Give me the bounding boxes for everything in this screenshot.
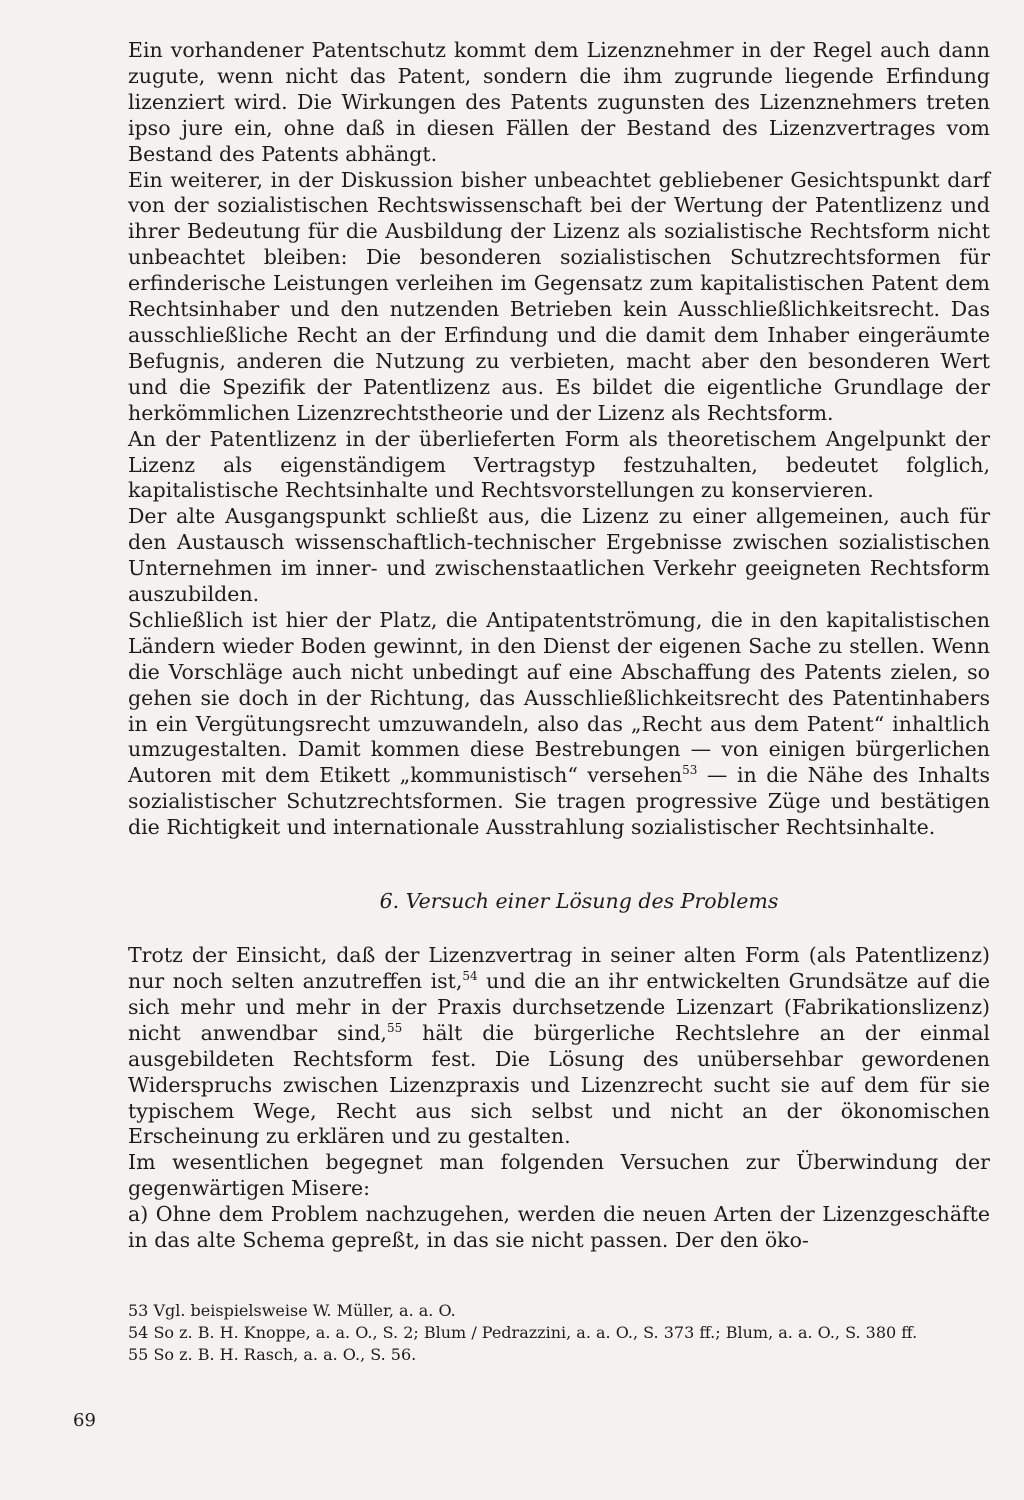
section-heading-text: 6. Versuch einer Lösung des Problems (379, 889, 779, 914)
paragraph-5 (128, 608, 990, 841)
paragraph-1: Ein vorhandener Patentschutz kommt dem Lizenznehmer in der Regel auch dann zugute, wenn nicht das Patent, sondern die ihm zugrunde liegende Erfindung lizenziert wird. Die Wirkungen des Patents zugunsten des Lizenznehmers treten ipso jure ein, ohne daß in diesen Fällen der Bestand des Lizenzvertrages vom Bestand des Patents abhängt. (128, 38, 990, 166)
paragraph-6 (128, 943, 990, 1150)
footnote-54: 54 So z. B. H. Knoppe, a. a. O., S. 2; Blum / Pedrazzini, a. a. O., S. 373 ff.; Blum, a. a. O., S. 380 ff. (128, 1322, 918, 1342)
paragraph-2: Ein weiterer, in der Diskussion bisher unbeachtet gebliebener Gesichtspunkt darf von der sozialistischen Rechtswissenschaft bei der Wertung der Patentlizenz und ihrer Bedeutung für die Ausbildung der Lizenz als sozialistische Rechtsform nicht unbeachtet bleiben: Die besonderen sozialistischen Schutzrechtsformen für erfinderische Leistungen verleihen im Gegensatz zum kapitalistischen Patent dem Rechtsinhaber und den nutzenden Betrieben kein Ausschließlichkeitsrecht. Das ausschließliche Recht an der Erfindung und die damit dem Inhaber eingeräumte Befugnis, anderen die Nutzung zu verbieten, macht aber den besonderen Wert und die Spezifik der Patentlizenz aus. Es bildet die eigentliche Grundlage der herkömmlichen Lizenzrechtstheorie und der Lizenz als Rechtsform. (128, 167, 990, 425)
paragraph-7: Im wesentlichen begegnet man folgenden Versuchen zur Überwindung der gegenwärtigen Misere: (128, 1150, 990, 1201)
paragraph-4: Der alte Ausgangspunkt schließt aus, die Lizenz zu einer allgemeinen, auch für den Austausch wissenschaftlich-technischer Ergebnisse zwischen sozialistischen Unternehmen im inner- und zwischenstaatlichen Verkehr geeigneten Rechtsform auszubilden. (128, 504, 990, 607)
page-number: 69 (73, 1410, 96, 1431)
footnote-ref-55: 55 (386, 1020, 403, 1035)
paragraph-6-text-b: und die an ihr entwickelten Grundsätze auf die sich mehr und mehr in der Praxis durchsetzende Lizenzart (Fabrikationslizenz) nicht anwendbar sind, (128, 969, 990, 1045)
section-heading (128, 888, 990, 914)
paragraph-5-text-b: — in die Nähe des Inhalts sozialistischer Schutzrechtsformen. Sie tragen progressive Züge und bestätigen die Richtigkeit und internationale Ausstrahlung sozialistischer Rechtsinhalte. (128, 763, 990, 840)
page-body (128, 38, 990, 1366)
footnotes (128, 1300, 990, 1366)
paragraph-3: An der Patentlizenz in der überlieferten Form als theoretischem Angelpunkt der Lizenz als eigenständigem Vertragstyp festzuhalten, bedeutet folglich, kapitalistische Rechtsinhalte und Rechtsvorstellungen zu konservieren. (128, 426, 990, 503)
footnote-55: 55 So z. B. H. Rasch, a. a. O., S. 56. (128, 1344, 417, 1364)
footnote-ref-54: 54 (462, 969, 478, 984)
paragraph-5-text-a: Schließlich ist hier der Platz, die Antipatentströmung, die in den kapitalistischen Ländern wieder Boden gewinnt, in den Dienst der eigenen Sache zu stellen. Wenn die Vorschläge auch nicht unbedingt auf eine Abschaffung des Patents zielen, so gehen sie doch in der Richtung, das Ausschließlichkeitsrecht des Patentinhabers in ein Vergütungsrecht umzuwandeln, also das „Recht aus dem Patent“ inhaltlich umzugestalten. Damit kommen diese Bestrebungen — von einigen bürgerlichen Autoren mit dem Etikett „kommunistisch“ versehen (128, 607, 990, 788)
paragraph-6-text-c: hält die bürgerliche Rechtslehre an der einmal ausgebildeten Rechtsform fest. Die Lösung des unübersehbar gewordenen Widerspruchs zwischen Lizenzpraxis und Lizenzrecht sucht sie auf dem für sie typischem Wege, Recht aus sich selbst und nicht an der ökonomischen Erscheinung zu erklären und zu gestalten. (128, 1020, 990, 1149)
paragraph-8: a) Ohne dem Problem nachzugehen, werden die neuen Arten der Lizenzgeschäfte in das alte Schema gepreßt, in das sie nicht passen. Der den öko- (128, 1202, 990, 1253)
footnote-ref-53: 53 (682, 763, 698, 778)
footnote-53: 53 Vgl. beispielsweise W. Müller, a. a. O. (128, 1300, 456, 1320)
paragraph-6-text-a: Trotz der Einsicht, daß der Lizenzvertrag in seiner alten Form (als Patentlizenz) nur noch selten anzutreffen ist, (128, 943, 990, 993)
